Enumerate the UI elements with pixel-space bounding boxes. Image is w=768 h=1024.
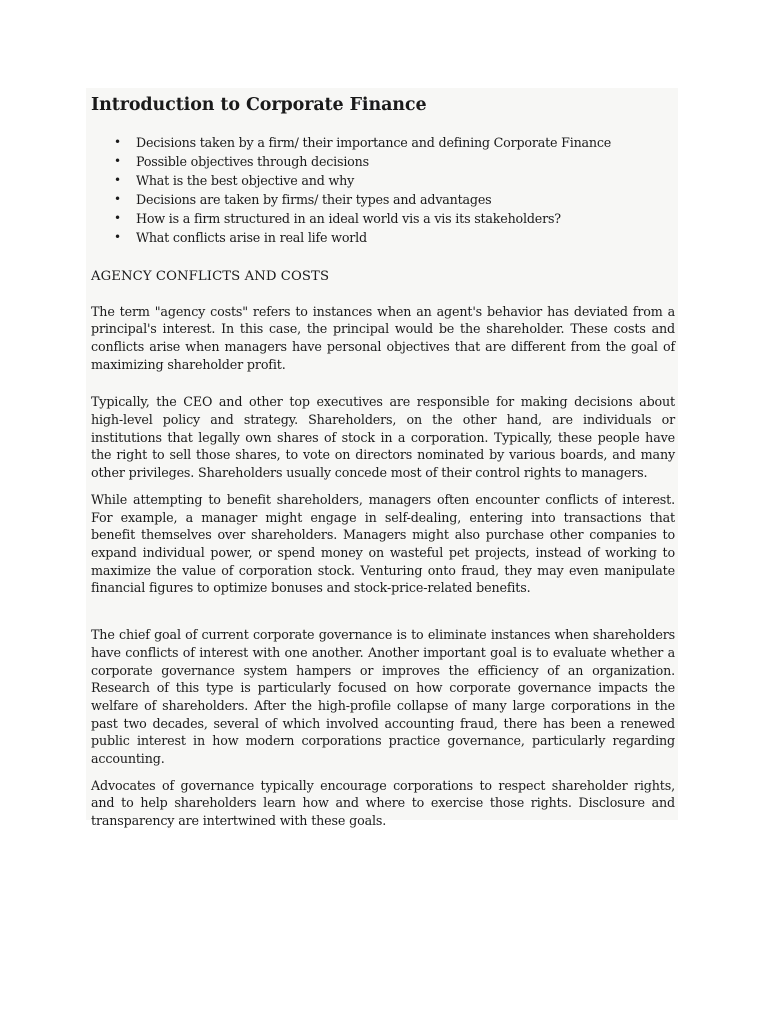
- list-item-text: Possible objectives through decisions: [136, 154, 369, 170]
- list-item-text: What conflicts arise in real life world: [136, 230, 367, 246]
- paragraph-governance-goal: The chief goal of current corporate governance is to eliminate instances when shareholders have conflicts of interest with one another. Another important goal is to evaluate whether a corporate governance system hampers or improves the efficiency of an organization. Research of this type is particularly focused on how corporate governance impacts the welfare of shareholders. After the high-profile collapse of many large corporations in the past two decades, several of which involved accounting fraud, there has been a renewed public interest in how modern corporations practice governance, particularly regarding accounting.: [91, 627, 675, 767]
- section-heading: AGENCY CONFLICTS AND COSTS: [91, 268, 330, 284]
- list-item-text: How is a firm structured in an ideal world vis a vis its stakeholders?: [136, 211, 561, 227]
- paragraph-agency-costs: The term "agency costs" refers to instances when an agent's behavior has deviated from a principal's interest. In this case, the principal would be the shareholder. These costs and conflicts arise when managers have personal objectives that are different from the goal of maximizing shareholder profit.: [91, 303, 675, 372]
- paragraph-advocates: Advocates of governance typically encourage corporations to respect shareholder rights, and to help shareholders learn how and where to exercise those rights. Disclosure and transparency are intertwined with these goals.: [91, 777, 675, 829]
- list-item: [114, 190, 675, 209]
- list-item: [114, 228, 675, 247]
- bullet-icon: •: [114, 154, 121, 169]
- list-item-text: Decisions are taken by firms/ their types and advantages: [136, 192, 492, 208]
- list-item-text: What is the best objective and why: [136, 173, 355, 189]
- document-title: Introduction to Corporate Finance: [91, 95, 427, 115]
- list-item: [114, 133, 675, 152]
- bullet-icon: •: [114, 135, 121, 149]
- document-page: [86, 88, 678, 829]
- paragraph-executives: Typically, the CEO and other top executives are responsible for making decisions about high-level policy and strategy. Shareholders, on the other hand, are individuals or institutions that legally own shares of stock in a corporation. Typically, these people have the right to sell those shares, to vote on directors nominated by various boards, and many other privileges. Shareholders usually concede most of their control rights to managers.: [91, 394, 675, 481]
- paragraph-conflicts: While attempting to benefit shareholders, managers often encounter conflicts of interest. For example, a manager might engage in self-dealing, entering into transactions that benefit themselves over shareholders. Managers might also purchase other companies to expand individual power, or spend money on wasteful pet projects, instead of working to maximize the value of corporation stock. Venturing onto fraud, they may even manipulate financial figures to optimize bonuses and stock-price-related benefits.: [91, 491, 675, 596]
- list-item: [114, 209, 675, 228]
- topic-list: [91, 133, 675, 248]
- bullet-icon: •: [114, 230, 121, 245]
- list-item: [114, 152, 675, 171]
- list-item-text: Decisions taken by a firm/ their importance and defining Corporate Finance: [136, 135, 612, 150]
- bullet-icon: •: [114, 211, 121, 226]
- bullet-icon: •: [114, 192, 121, 207]
- bullet-icon: •: [114, 173, 121, 188]
- list-item: [114, 171, 675, 190]
- document-content: [91, 94, 675, 830]
